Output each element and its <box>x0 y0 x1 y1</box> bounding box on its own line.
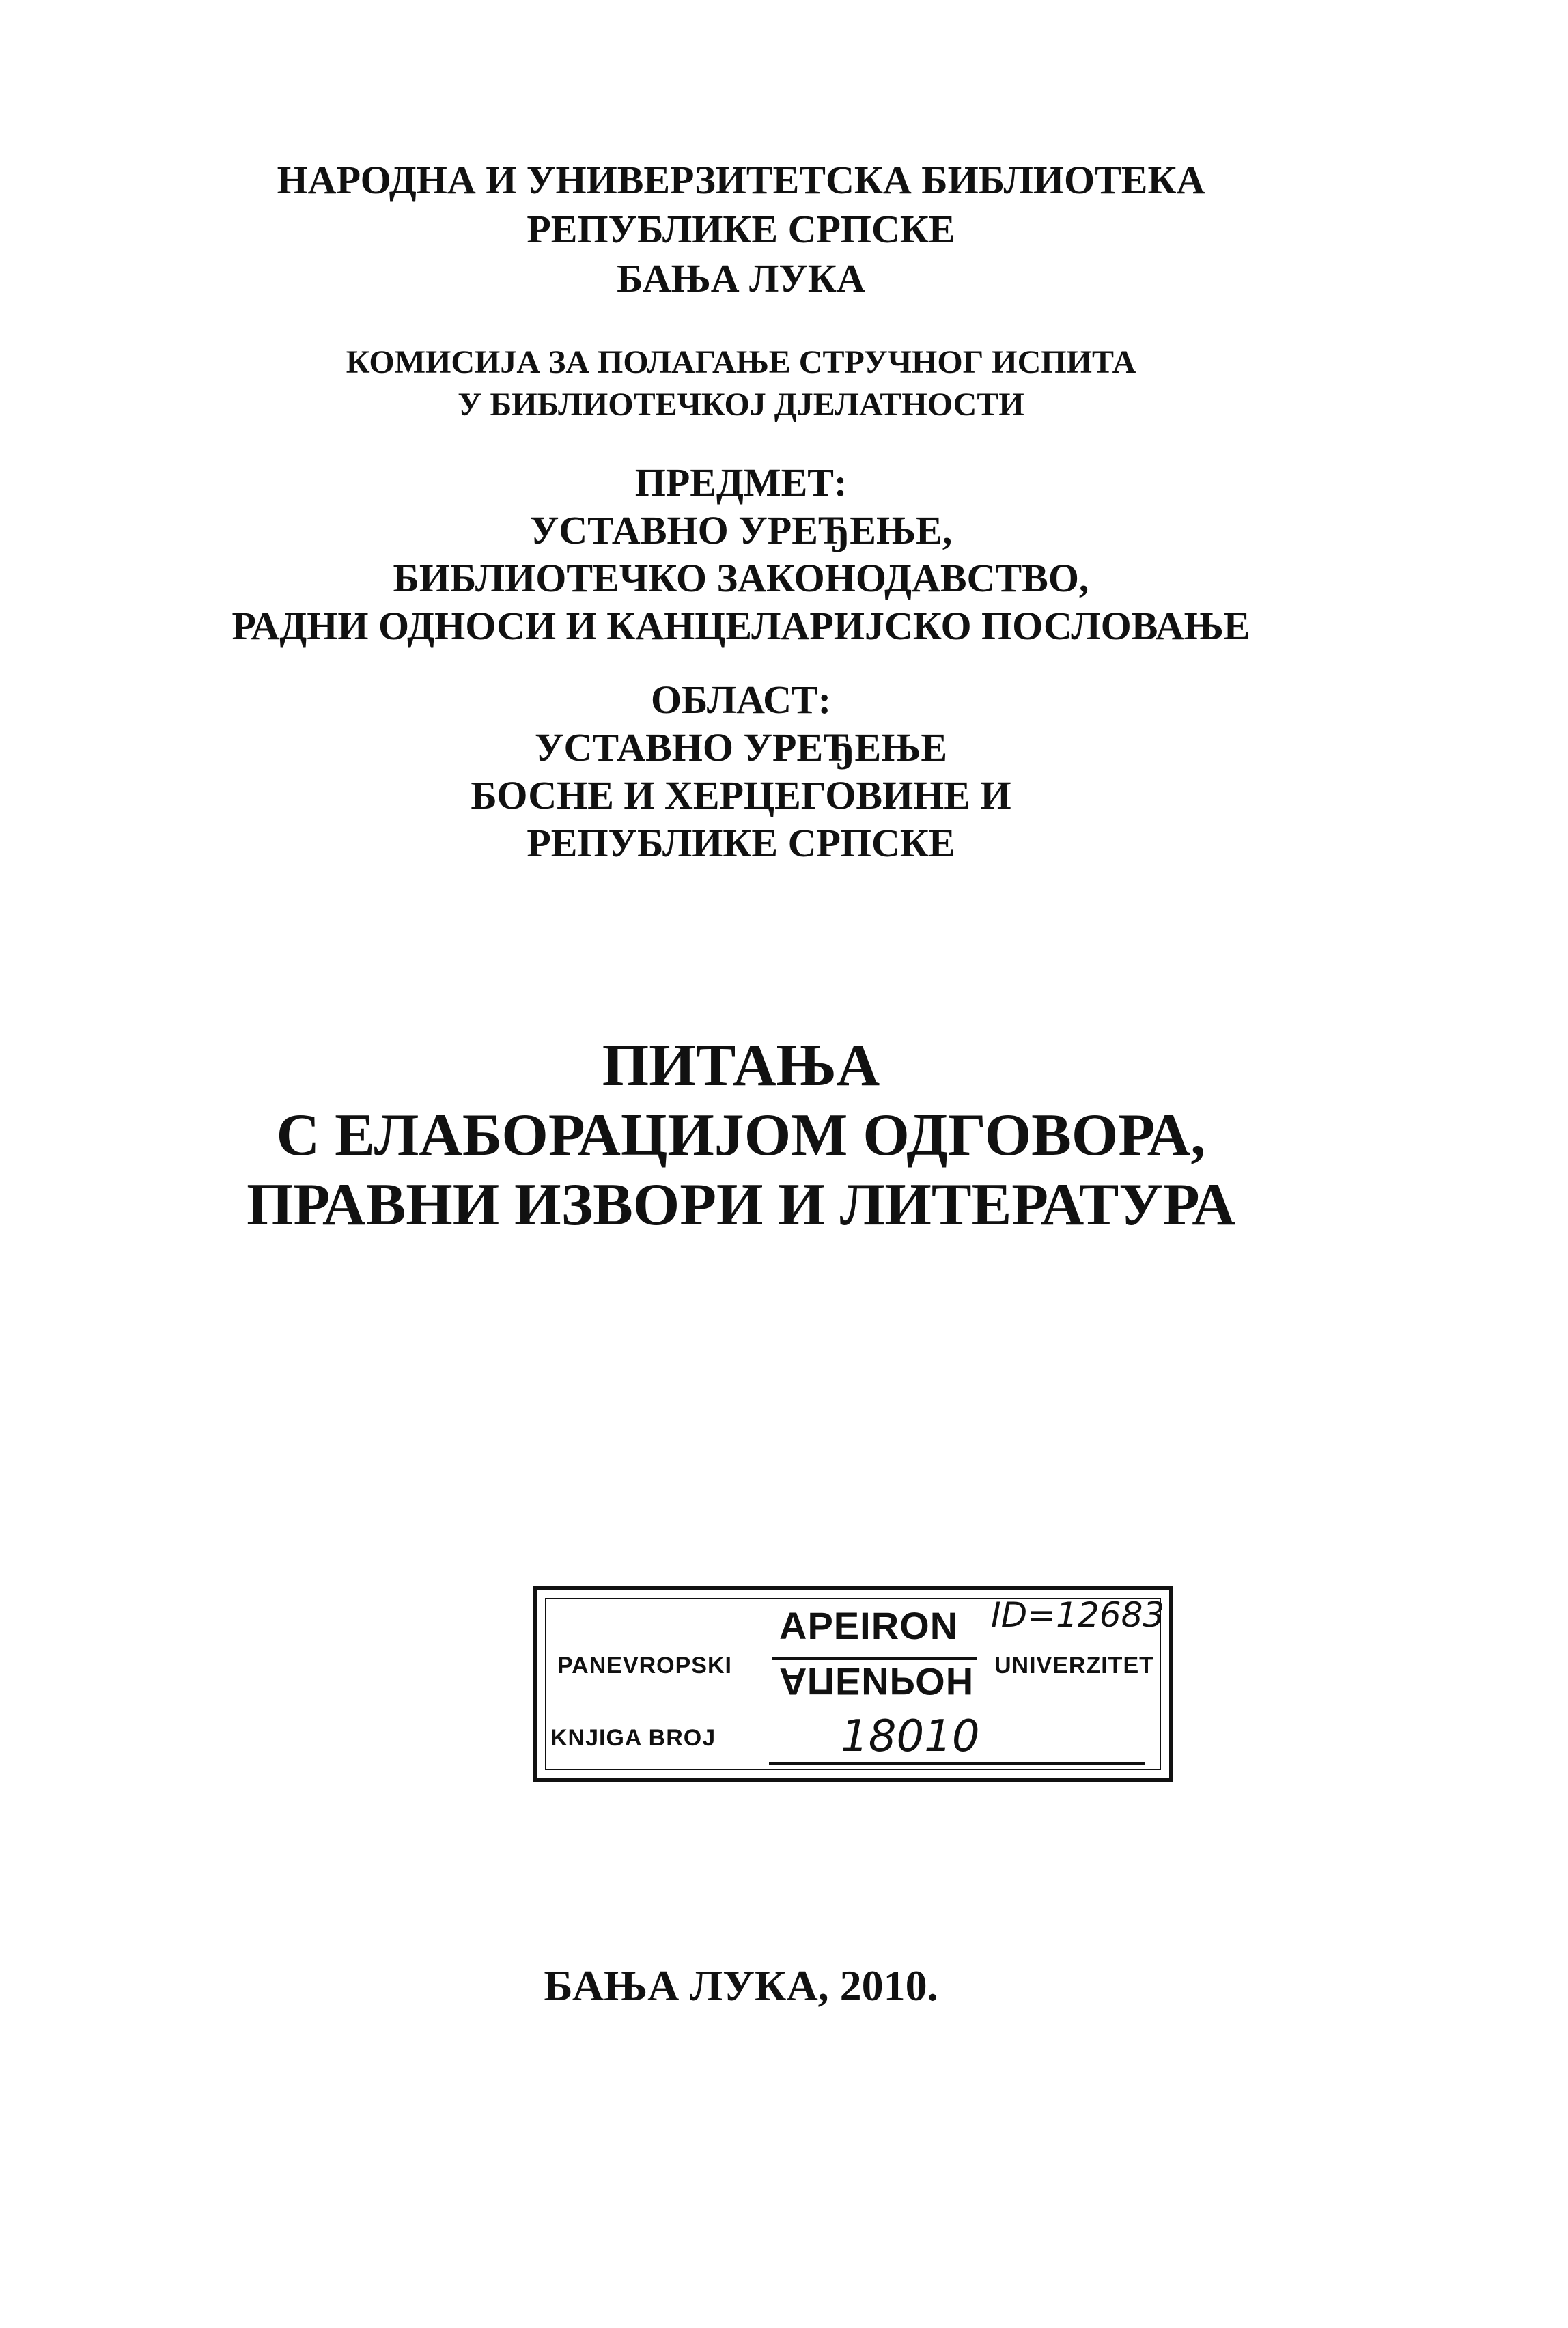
document-title <box>0 1031 1482 1240</box>
stamp-brand-mirror: АПЕИРОН <box>779 1660 975 1703</box>
subject-line-2: БИБЛИОТЕЧКО ЗАКОНОДАВСТВО, <box>393 556 1089 600</box>
commission-line-2: У БИБЛИОТЕЧКОЈ ДЈЕЛАТНОСТИ <box>458 387 1024 423</box>
stamp-book-label: KNJIGA BROJ <box>550 1725 716 1751</box>
area-section <box>0 676 1482 867</box>
place-date <box>0 1960 1482 2012</box>
stamp-left-text: PANEVROPSKI <box>557 1653 732 1679</box>
title-line-1: ПИТАЊА <box>602 1033 880 1099</box>
stamp-book-line <box>769 1762 1145 1765</box>
subject-section <box>0 459 1482 650</box>
area-line-1: УСТАВНО УРЕЂЕЊЕ <box>534 725 948 770</box>
institution-line-2: РЕПУБЛИКЕ СРПСКЕ <box>527 207 955 251</box>
stamp-right-text: UNIVERZITET <box>994 1653 1154 1679</box>
stamp-book-number: 18010 <box>841 1711 980 1762</box>
institution-line-3: БАЊА ЛУКА <box>617 256 865 300</box>
library-stamp <box>533 1586 1173 1782</box>
subject-label: ПРЕДМЕТ: <box>634 460 848 505</box>
subject-line-3: РАДНИ ОДНОСИ И КАНЦЕЛАРИЈСКО ПОСЛОВАЊЕ <box>232 604 1250 648</box>
subject-line-1: УСТАВНО УРЕЂЕЊЕ, <box>529 508 953 552</box>
commission-line-1: КОМИСИЈА ЗА ПОЛАГАЊЕ СТРУЧНОГ ИСПИТА <box>346 344 1136 380</box>
area-line-2: БОСНЕ И ХЕРЦЕГОВИНЕ И <box>471 773 1011 817</box>
title-line-3: ПРАВНИ ИЗВОРИ И ЛИТЕРАТУРА <box>247 1172 1235 1238</box>
institution-heading <box>0 156 1482 303</box>
area-line-3: РЕПУБЛИКЕ СРПСКЕ <box>527 821 955 865</box>
institution-line-1: НАРОДНА И УНИВЕРЗИТЕТСКА БИБЛИОТЕКА <box>277 158 1205 202</box>
area-label: ОБЛАСТ: <box>650 677 832 722</box>
commission-heading <box>0 341 1482 426</box>
stamp-brand: APEIRON <box>779 1604 959 1647</box>
stamp-handwritten-id: ID=12683 <box>991 1595 1165 1635</box>
place-date-text: БАЊА ЛУКА, 2010. <box>544 1961 938 2010</box>
title-line-2: С ЕЛАБОРАЦИЈОМ ОДГОВОРА, <box>276 1102 1206 1168</box>
